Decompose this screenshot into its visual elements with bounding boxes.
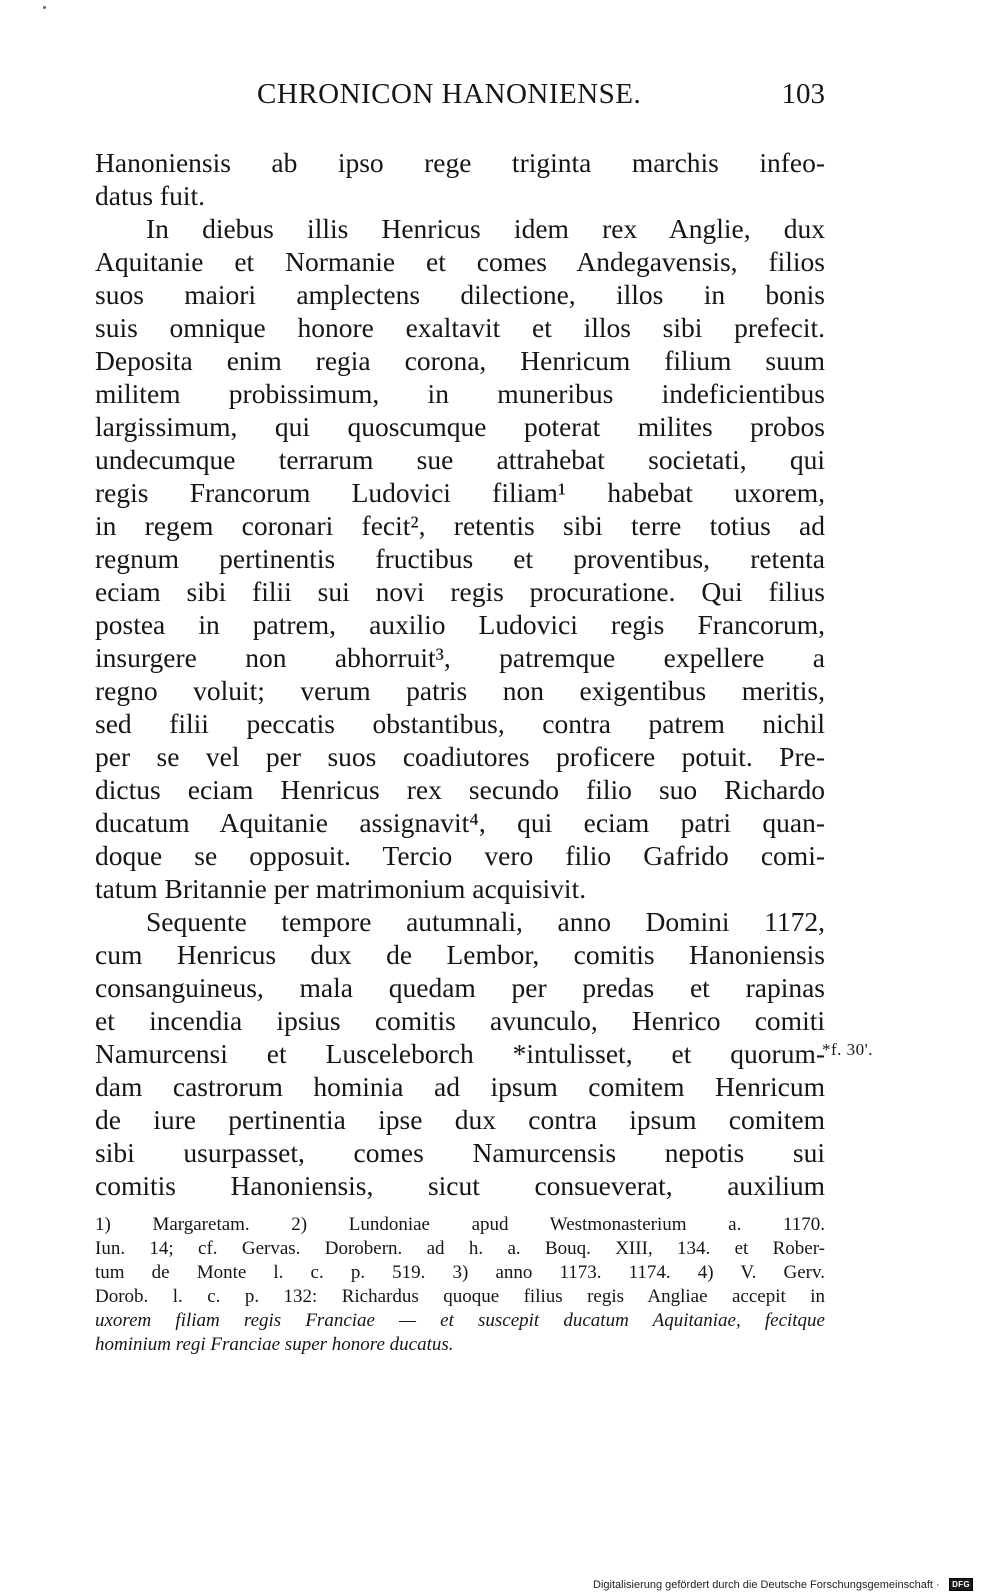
- footnote-line: Dorob. l. c. p. 132: Richardus quoque filius regis Angliae accepit in: [95, 1286, 825, 1307]
- text-line: Sequente tempore autumnali, anno Domini 1172,: [146, 906, 825, 937]
- text-line: postea in patrem, auxilio Ludovici regis Francorum,: [95, 609, 825, 640]
- digitization-credit: Digitalisierung gefördert durch die Deutsche Forschungsgemeinschaft ·: [593, 1579, 940, 1591]
- page-header: [95, 78, 825, 118]
- text-line: Deposita enim regia corona, Henricum filium suum: [95, 345, 825, 376]
- text-line: datus fuit.: [95, 180, 205, 211]
- footnote-line: uxorem filiam regis Franciae — et suscepit ducatum Aquitaniae, fecitque: [95, 1310, 825, 1331]
- main-text: [95, 146, 825, 1202]
- text-line: regis Francorum Ludovici filiam¹ habebat uxorem,: [95, 477, 825, 508]
- text-line: suos maiori amplectens dilectione, illos in bonis: [95, 279, 825, 310]
- text-line: per se vel per suos coadiutores proficere potuit. Pre-: [95, 741, 825, 772]
- running-title: CHRONICON HANONIENSE.: [257, 78, 642, 110]
- text-line: doque se opposuit. Tercio vero filio Gafrido comi-: [95, 840, 825, 871]
- footnote-line: Iun. 14; cf. Gervas. Dorobern. ad h. a. Bouq. XIII, 134. et Rober-: [95, 1238, 825, 1259]
- text-line: consanguineus, mala quedam per predas et rapinas: [95, 972, 825, 1003]
- page-number: 103: [781, 78, 825, 110]
- folio-margin-note: *f. 30'.: [822, 1040, 873, 1059]
- text-line: sibi usurpasset, comes Namurcensis nepotis sui: [95, 1137, 825, 1168]
- text-line: suis omnique honore exaltavit et illos sibi prefecit.: [95, 312, 825, 343]
- text-line: ducatum Aquitanie assignavit⁴, qui eciam patri quan-: [95, 807, 825, 838]
- text-line: et incendia ipsius comitis avunculo, Henrico comiti: [95, 1005, 825, 1036]
- text-line: regno voluit; verum patris non exigentibus meritis,: [95, 675, 825, 706]
- text-line: eciam sibi filii sui novi regis procuratione. Qui filius: [95, 576, 825, 607]
- text-line: In diebus illis Henricus idem rex Anglie, dux: [146, 213, 825, 244]
- text-line: regnum pertinentis fructibus et proventibus, retenta: [95, 543, 825, 574]
- text-line: de iure pertinentia ipse dux contra ipsum comitem: [95, 1104, 825, 1135]
- text-line: Namurcensi et Lusceleborch *intulisset, et quorum-: [95, 1038, 825, 1069]
- text-line: Hanoniensis ab ipso rege triginta marchis infeo-: [95, 147, 825, 178]
- footnote-line: hominium regi Franciae super honore ducatus.: [95, 1334, 454, 1355]
- text-line: cum Henricus dux de Lembor, comitis Hanoniensis: [95, 939, 825, 970]
- text-line: in regem coronari fecit², retentis sibi terre totius ad: [95, 510, 825, 541]
- footnotes: [95, 1213, 825, 1357]
- text-line: dam castrorum hominia ad ipsum comitem Henricum: [95, 1071, 825, 1102]
- text-line: largissimum, qui quoscumque poterat milites probos: [95, 411, 825, 442]
- text-line: militem probissimum, in muneribus indeficientibus: [95, 378, 825, 409]
- text-line: tatum Britannie per matrimonium acquisivit.: [95, 873, 587, 904]
- dfg-logo: DFG: [949, 1578, 973, 1591]
- text-line: sed filii peccatis obstantibus, contra patrem nichil: [95, 708, 825, 739]
- footnote-line: 1) Margaretam. 2) Lundoniae apud Westmonasterium a. 1170.: [95, 1214, 825, 1235]
- text-line: insurgere non abhorruit³, patremque expellere a: [95, 642, 825, 673]
- footnote-line: tum de Monte l. c. p. 519. 3) anno 1173. 1174. 4) V. Gerv.: [95, 1262, 825, 1283]
- text-line: Aquitanie et Normanie et comes Andegavensis, filios: [95, 246, 825, 277]
- text-line: undecumque terrarum sue attrahebat societati, qui: [95, 444, 825, 475]
- scan-dust-mark: [43, 6, 46, 9]
- text-line: dictus eciam Henricus rex secundo filio suo Richardo: [95, 774, 825, 805]
- text-line: comitis Hanoniensis, sicut consueverat, auxilium: [95, 1170, 825, 1201]
